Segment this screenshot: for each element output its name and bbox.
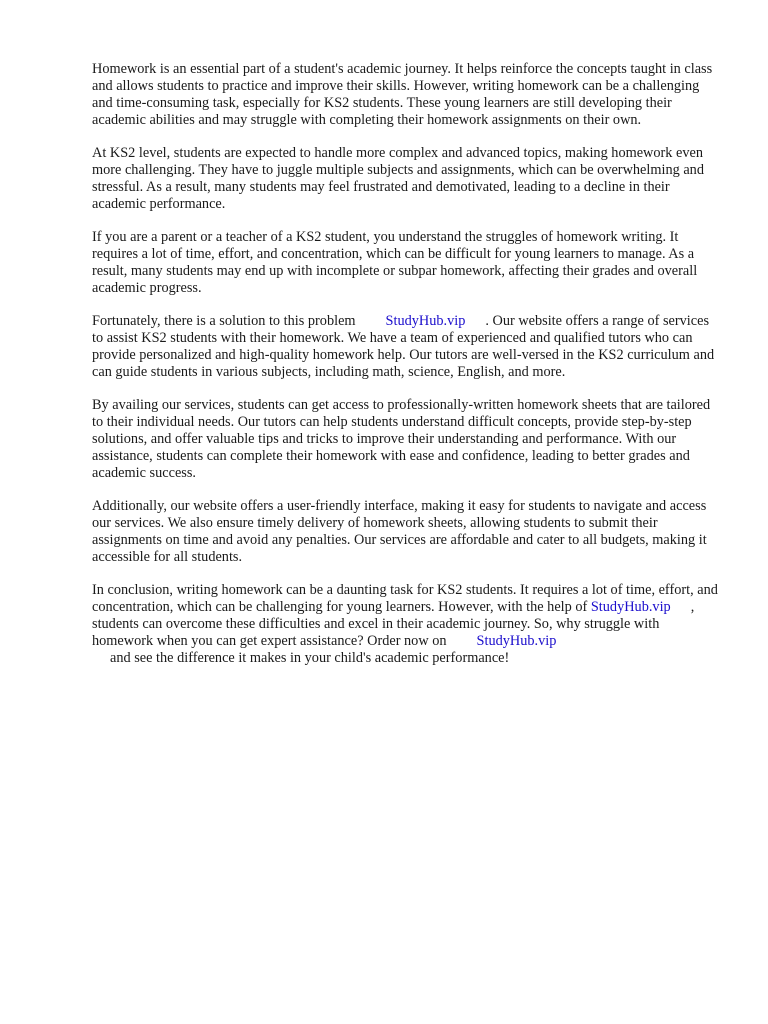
conclusion-text-before: In conclusion, writing homework can be a daunting task for KS2 students. It requires a lot of time, effort, and concentration, which can be challenging for young learners. However, with the help of [92, 582, 718, 615]
conclusion-text-after: and see the difference it makes in your child's academic performance! [110, 650, 510, 666]
conclusion-text-middle: , students can overcome these difficulties and excel in their academic journey. So, why struggle with homework when you can get expert assistance? Order now on [92, 599, 695, 649]
paragraph-parent-teacher: If you are a parent or a teacher of a KS2 student, you understand the struggles of homework writing. It requires a lot of time, effort, and concentration, which can be difficult for young learners to manage. As a result, many students may end up with incomplete or subpar homework, affecting their grades and overall academic progress. [92, 229, 698, 296]
paragraph-intro: Homework is an essential part of a student's academic journey. It helps reinforce the concepts taught in class and allows students to practice and improve their skills. However, writing homework can be a challenging and time-consuming task, especially for KS2 students. These young learners are still developing their academic abilities and may struggle with completing their homework assignments on their own. [92, 61, 713, 128]
solution-text-before: Fortunately, there is a solution to this problem [92, 313, 356, 329]
paragraph-conclusion [92, 582, 722, 667]
studyhub-link[interactable]: StudyHub.vip [590, 599, 671, 615]
paragraph-additionally: Additionally, our website offers a user-friendly interface, making it easy for students to navigate and access our services. We also ensure timely delivery of homework sheets, allowing students to submit their assignments on time and avoid any penalties. Our services are affordable and cater to all budgets, making it accessible for all students. [92, 498, 707, 565]
studyhub-link[interactable]: StudyHub.vip [385, 313, 466, 329]
paragraph-ks2-level: At KS2 level, students are expected to handle more complex and advanced topics, making homework even more challenging. They have to juggle multiple subjects and assignments, which can be overwhelming and stressful. As a result, many students may feel frustrated and demotivated, leading to a decline in their academic performance. [92, 145, 704, 212]
solution-text-after: . Our website offers a range of services to assist KS2 students with their homework. We have a team of experienced and qualified tutors who can provide personalized and high-quality homework help. Our tutors are well-versed in the KS2 curriculum and can guide students in various subjects, including math, science, English, and more. [92, 313, 715, 380]
document-body [92, 61, 722, 683]
studyhub-link[interactable]: StudyHub.vip [476, 633, 557, 649]
paragraph-services: By availing our services, students can get access to professionally-written homework sheets that are tailored to their individual needs. Our tutors can help students understand difficult concepts, provide step-by-step solutions, and offer valuable tips and tricks to improve their understanding and performance. With our assistance, students can complete their homework with ease and confidence, leading to better grades and academic success. [92, 397, 711, 481]
paragraph-solution [92, 313, 722, 381]
